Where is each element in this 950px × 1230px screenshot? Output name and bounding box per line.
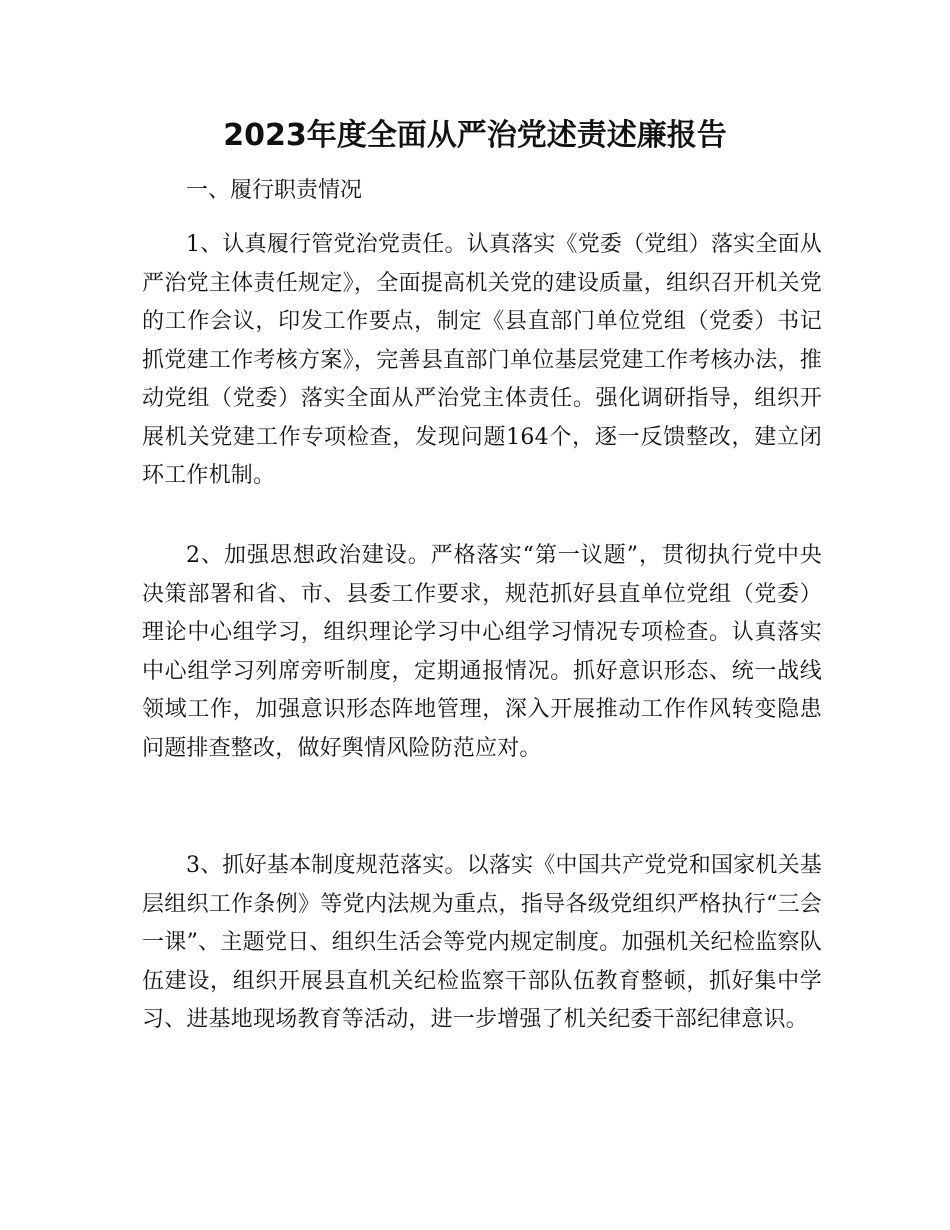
section-heading: 一、履行职责情况: [186, 178, 363, 203]
document-title: 2023年度全面从严治党述责述廉报告: [223, 118, 727, 153]
paragraph-3: 3、抓好基本制度规范落实。以落实《中国共产党党和国家机关基层组织工作条例》等党内法规为重点，指导各级党组织严格执行“三会一课”、主题党日、组织生活会等党内规定制度。加强机关纪检监察队伍建设，组织开展县直机关纪检监察干部队伍教育整顿，抓好集中学习、进基地现场教育等活动，进一步增强了机关纪委干部纪律意识。: [142, 853, 822, 1032]
paragraph-2: 2、加强思想政治建设。严格落实“第一议题”，贯彻执行党中央决策部署和省、市、县委工作要求，规范抓好县直单位党组（党委）理论中心组学习，组织理论学习中心组学习情况专项检查。认真落实中心组学习列席旁听制度，定期通报情况。抓好意识形态、统一战线领域工作，加强意识形态阵地管理，深入开展推动工作作风转变隐患问题排查整改，做好舆情风险防范应对。: [142, 543, 822, 761]
paragraph-1: 1、认真履行管党治党责任。认真落实《党委（党组）落实全面从严治党主体责任规定》，全面提高机关党的建设质量，组织召开机关党的工作会议，印发工作要点，制定《县直部门单位党组（党委）书记抓党建工作考核方案》，完善县直部门单位基层党建工作考核办法，推动党组（党委）落实全面从严治党主体责任。强化调研指导，组织开展机关党建工作专项检查，发现问题164个，逐一反馈整改，建立闭环工作机制。: [142, 232, 822, 488]
